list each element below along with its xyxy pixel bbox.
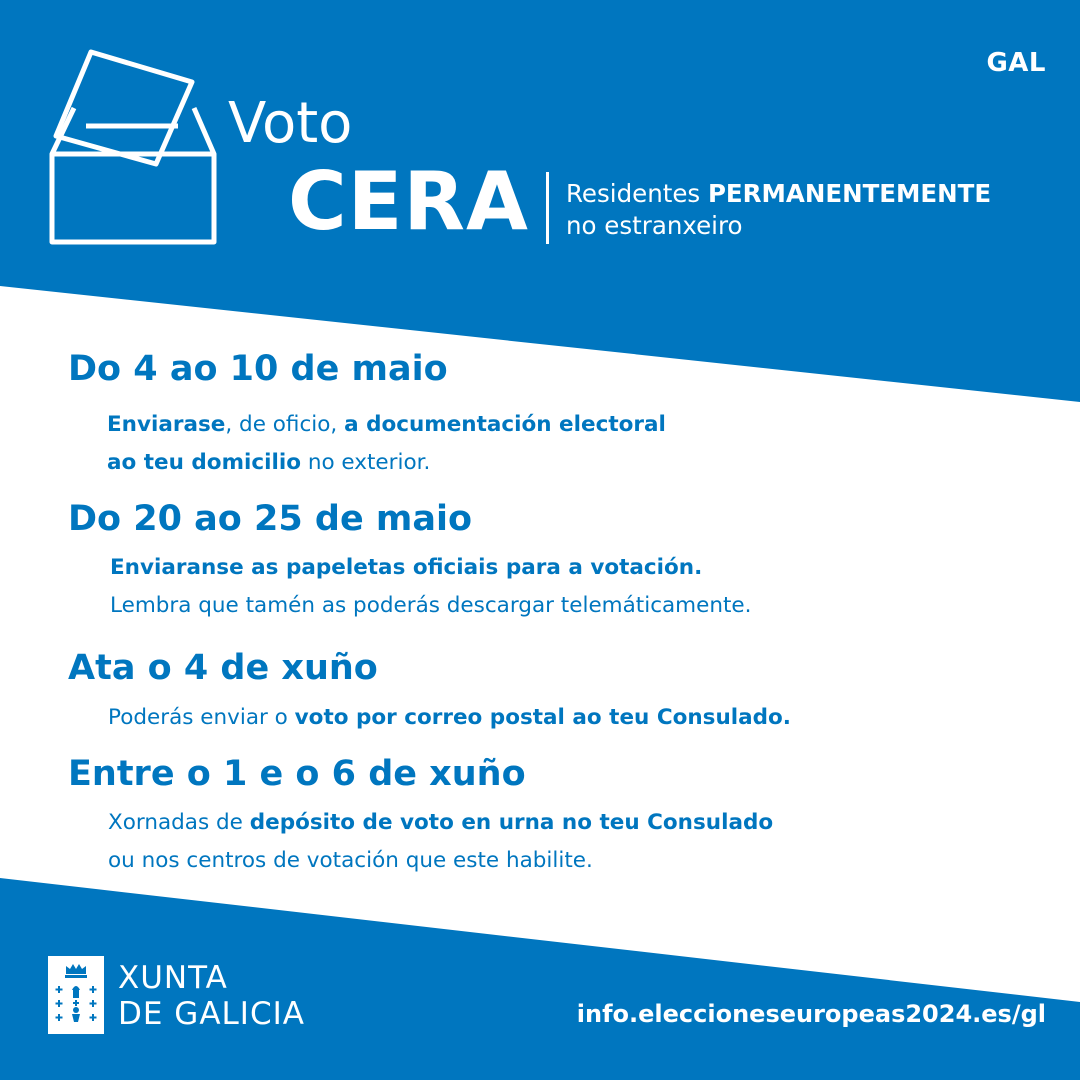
schedule-description-1 bbox=[107, 406, 666, 482]
language-badge[interactable]: GAL bbox=[986, 48, 1046, 78]
desc-4-line-2 bbox=[108, 848, 593, 873]
desc-1-line-1 bbox=[107, 412, 666, 437]
text-segment: Enviarase bbox=[107, 412, 226, 437]
info-url-link[interactable]: info.eleccioneseuropeas2024.es/gl bbox=[576, 1000, 1046, 1028]
title-cera: CERA bbox=[288, 155, 529, 248]
subtitle-line2: no estranxeiro bbox=[566, 211, 743, 240]
title-voto: Voto bbox=[228, 91, 353, 156]
subtitle-prefix: Residentes bbox=[566, 179, 708, 208]
text-segment: Poderás enviar o bbox=[108, 705, 295, 730]
text-segment: a documentación electoral bbox=[344, 412, 666, 437]
desc-3-line-1 bbox=[108, 705, 791, 730]
text-segment: ao teu domicilio bbox=[107, 450, 301, 475]
text-segment: , de oficio, bbox=[225, 412, 345, 437]
text-segment: voto por correo postal ao teu Consulado. bbox=[294, 705, 791, 730]
org-line-1: XUNTA bbox=[118, 960, 228, 996]
text-segment: Lembra que tamén as poderás descargar telemáticamente. bbox=[110, 593, 752, 618]
schedule-date-3: Ata o 4 de xuño bbox=[68, 648, 378, 688]
desc-2-line-2 bbox=[110, 593, 751, 618]
desc-4-line-1 bbox=[108, 810, 773, 835]
text-segment: Xornadas de bbox=[108, 810, 250, 835]
schedule-description-3 bbox=[108, 699, 791, 737]
schedule-date-1: Do 4 ao 10 de maio bbox=[68, 349, 448, 389]
desc-1-line-2 bbox=[107, 450, 430, 475]
xunta-de-galicia-logo-text bbox=[118, 960, 305, 1032]
schedule-date-2: Do 20 ao 25 de maio bbox=[68, 499, 473, 539]
schedule-date-4: Entre o 1 e o 6 de xuño bbox=[68, 754, 526, 794]
header-subtitle bbox=[566, 178, 991, 242]
ballot-box-icon bbox=[44, 46, 224, 246]
org-line-2: DE GALICIA bbox=[118, 996, 305, 1032]
title-divider bbox=[546, 172, 549, 244]
schedule-description-4 bbox=[108, 804, 773, 880]
text-segment: depósito de voto en urna no teu Consulado bbox=[249, 810, 774, 835]
text-segment: ou nos centros de votación que este habilite. bbox=[108, 848, 593, 873]
subtitle-bold: PERMANENTEMENTE bbox=[707, 179, 992, 208]
text-segment: Enviaranse as papeletas oficiais para a votación. bbox=[110, 555, 703, 580]
desc-2-line-1 bbox=[110, 555, 702, 580]
galicia-coat-of-arms-icon bbox=[48, 956, 104, 1034]
schedule-description-2 bbox=[110, 549, 751, 625]
text-segment: no exterior. bbox=[300, 450, 431, 475]
